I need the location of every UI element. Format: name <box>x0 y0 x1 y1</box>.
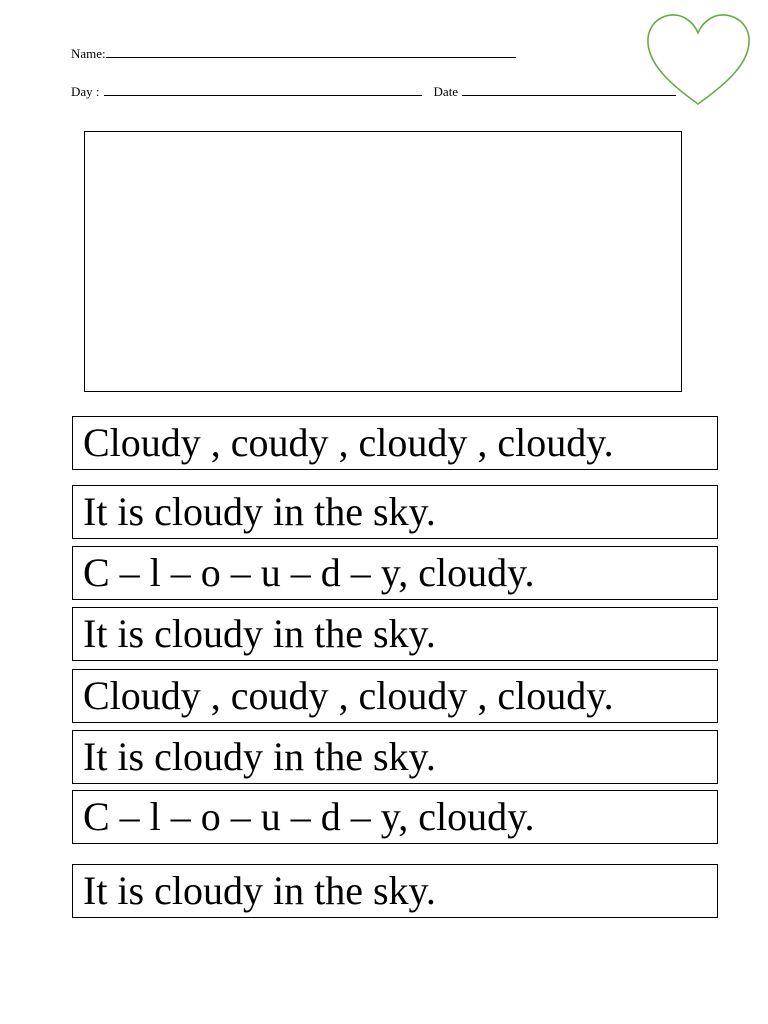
sentence-text: C – l – o – u – d – y, cloudy. <box>83 794 535 839</box>
day-field[interactable] <box>104 83 422 96</box>
name-row <box>71 45 516 62</box>
sentence-box <box>72 416 718 470</box>
heart-outline <box>648 15 749 104</box>
day-label: Day : <box>71 84 100 99</box>
sentence-text: It is cloudy in the sky. <box>83 868 436 913</box>
sentence-text: C – l – o – u – d – y, cloudy. <box>83 550 535 595</box>
sentence-box <box>72 546 718 600</box>
sentence-box <box>72 730 718 784</box>
sentence-text: It is cloudy in the sky. <box>83 734 436 779</box>
name-field[interactable] <box>106 45 516 58</box>
sentence-text: It is cloudy in the sky. <box>83 611 436 656</box>
sentence-box <box>72 669 718 723</box>
drawing-box[interactable] <box>84 131 682 392</box>
date-label: Date <box>433 84 459 99</box>
sentence-box <box>72 485 718 539</box>
day-date-row <box>71 83 676 100</box>
sentence-text: It is cloudy in the sky. <box>83 489 436 534</box>
sentence-text: Cloudy , coudy , cloudy , cloudy. <box>83 420 614 465</box>
sentence-box <box>72 607 718 661</box>
sentence-box <box>72 864 718 918</box>
heart-icon <box>643 8 753 108</box>
sentence-text: Cloudy , coudy , cloudy , cloudy. <box>83 673 614 718</box>
sentence-box <box>72 790 718 844</box>
name-label: Name: <box>71 46 106 61</box>
